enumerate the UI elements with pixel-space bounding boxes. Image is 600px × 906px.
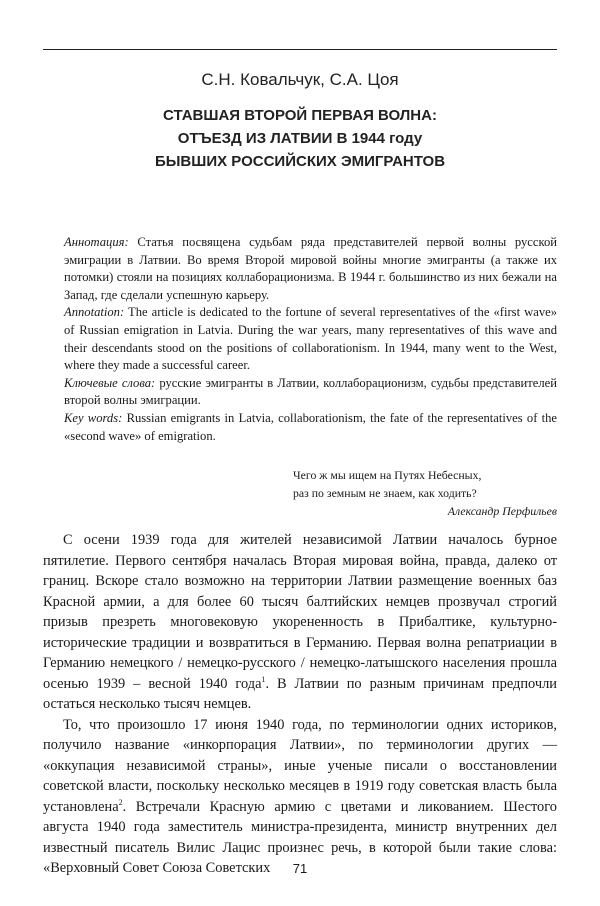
keywords-ru-text: русские эмигранты в Латвии, коллаборационизм, судьбы представителей второй волны эмиграции. xyxy=(64,375,557,408)
keywords-en xyxy=(64,410,557,445)
epigraph-line: раз по земным не знаем, как ходить? xyxy=(293,486,477,500)
body-paragraph xyxy=(43,530,557,715)
epigraph-author: Александр Перфильев xyxy=(447,504,557,518)
annotation-en-label: Annotation: xyxy=(64,305,125,320)
body-paragraph xyxy=(43,715,557,879)
footnote-ref[interactable]: 1 xyxy=(261,674,266,684)
authors: С.Н. Ковальчук, С.А. Цоя xyxy=(201,70,399,89)
paragraph-text: С осени 1939 года для жителей независимой Латвии началось бурное пятилетие. Первого сентября началась Вторая мировая война, правда, далеко от границ. Вскоре стало возможно на территории Латвии размещение военных баз Красной армии, а для более 60 тысяч балтийских немцев прозвучал строгий призыв презреть многовековую укорененность в Прибалтике, культурно-исторические традиции и возвратиться в Германию. Первая волна репатриации в Германию немецкого / немецко-русского / немецко-латышского населения прошла осенью 1939 – весной 1940 года xyxy=(43,532,557,692)
annotation-en-text: The article is dedicated to the fortune of several representatives of the «first wave» of Russian emigration in Latvia. During the war years, many representatives of this wave and their descendants stood on the positions of collaborationism. In 1944, many went to the West, where they made a successful career. xyxy=(64,305,558,373)
title-line: ОТЪЕЗД ИЗ ЛАТВИИ В 1944 году xyxy=(177,130,423,147)
annotation-ru-text: Статья посвящена судьбам ряда представителей первой волны русской эмиграции в Латвии. Во время Второй мировой войны многие эмигранты (а также их потомки) стояли на позициях коллаборационизма. В 1944 г. большинство из них бежали на Запад, где сделали успешную карьеру. xyxy=(64,235,557,302)
article-title xyxy=(0,104,600,173)
footnote-ref[interactable]: 2 xyxy=(118,797,123,807)
keywords-ru xyxy=(64,375,557,410)
title-line: БЫВШИХ РОССИЙСКИХ ЭМИГРАНТОВ xyxy=(154,153,446,170)
abstract-block xyxy=(64,234,557,445)
paragraph-text: . В Латвии по разным причинам предпочли остаться несколько тысяч немцев. xyxy=(43,675,557,712)
keywords-en-text: Russian emigrants in Latvia, collaborationism, the fate of the representatives of the «second wave» of emigration. xyxy=(64,410,557,443)
annotation-ru xyxy=(64,234,557,304)
epigraph-line: Чего ж мы ищем на Путях Небесных, xyxy=(293,468,482,482)
keywords-en-label: Key words: xyxy=(64,410,123,425)
annotation-en xyxy=(64,304,557,374)
article-body xyxy=(43,530,557,879)
epigraph xyxy=(257,466,557,520)
page-number: 71 xyxy=(292,861,308,876)
keywords-ru-label: Ключевые слова: xyxy=(64,375,156,390)
annotation-ru-label: Аннотация: xyxy=(64,235,129,249)
paragraph-text: То, что произошло 17 июня 1940 года, по терминологии одних историков, получило название «инкорпорация Латвии», по терминологии других — «оккупация независимой страны», иные ученые писали о восстановлении советской власти, поскольку несколько месяцев в 1919 году советская власть была установлена xyxy=(43,716,557,815)
top-rule xyxy=(43,49,557,50)
paragraph-text: . Встречали Красную армию с цветами и ликованием. Шестого августа 1940 года заместитель министра-президента, министр внутренних дел известный писатель Вилис Лацис произнес речь, в которой были такие слова: «Верховный Совет Союза Советских xyxy=(43,798,557,876)
title-line: СТАВШАЯ ВТОРОЙ ПЕРВАЯ ВОЛНА: xyxy=(163,107,437,124)
